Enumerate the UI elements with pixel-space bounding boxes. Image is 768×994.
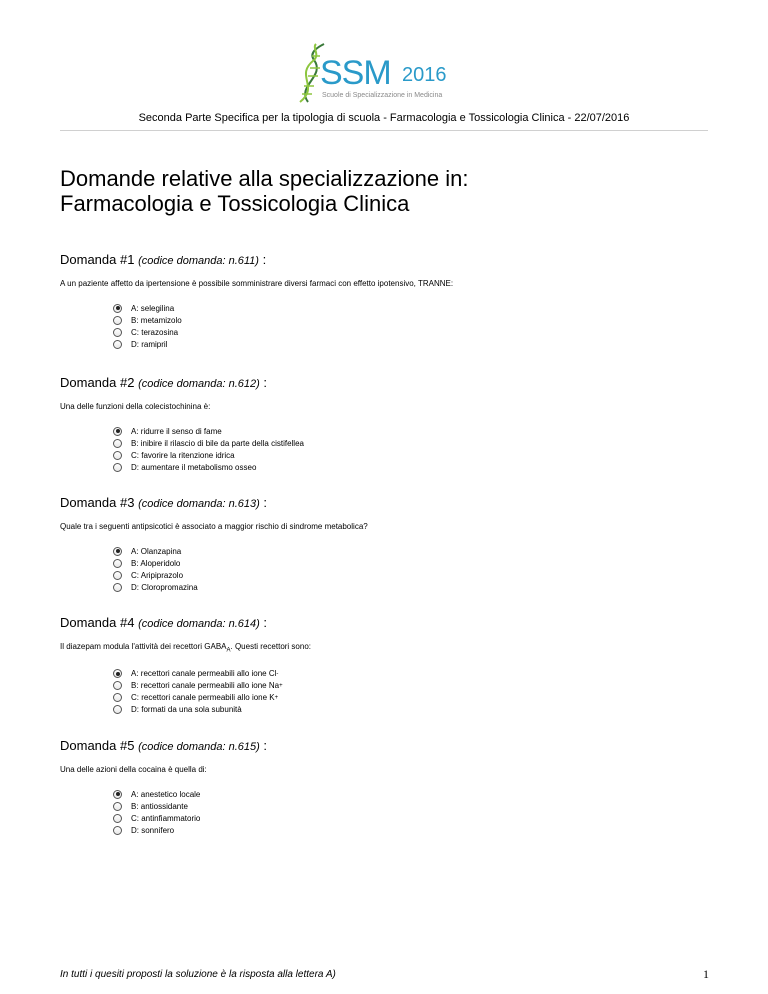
question-2 <box>60 375 720 473</box>
option-label: C: antinfiammatorio <box>131 813 201 823</box>
page-title-line1: Domande relative alla specializzazione in: <box>60 166 469 191</box>
question-label: Domanda #3 <box>60 495 135 510</box>
radio-icon[interactable] <box>113 559 122 568</box>
option-c[interactable] <box>113 569 720 581</box>
option-d[interactable] <box>113 461 720 473</box>
option-a[interactable] <box>113 545 720 557</box>
question-separator: : <box>263 738 268 753</box>
radio-icon[interactable] <box>113 328 122 337</box>
question-label: Domanda #1 <box>60 252 135 267</box>
question-1 <box>60 252 720 350</box>
radio-icon[interactable] <box>113 705 122 714</box>
option-label: D: ramipril <box>131 339 168 349</box>
question-heading <box>60 375 720 390</box>
option-label: A: selegilina <box>131 303 175 313</box>
page-title <box>60 166 468 216</box>
radio-checked-icon[interactable] <box>113 669 122 678</box>
option-label: C: recettori canale permeabili allo ione K <box>131 693 275 703</box>
question-label: Domanda #2 <box>60 375 135 390</box>
radio-icon[interactable] <box>113 571 122 580</box>
option-d[interactable] <box>113 704 720 716</box>
question-text-post: . Questi recettori sono: <box>230 642 311 651</box>
radio-icon[interactable] <box>113 463 122 472</box>
radio-icon[interactable] <box>113 814 122 823</box>
option-c[interactable] <box>113 326 720 338</box>
question-separator: : <box>263 615 268 630</box>
answer-options <box>113 302 720 350</box>
option-a[interactable] <box>113 788 720 800</box>
question-code: (codice domanda: n.611) <box>138 255 259 267</box>
option-label: A: ridurre il senso di fame <box>131 426 222 436</box>
option-a[interactable] <box>113 302 720 314</box>
option-a[interactable] <box>113 425 720 437</box>
option-d[interactable] <box>113 824 720 836</box>
question-text: Una delle funzioni della colecistochinina è: <box>60 402 211 411</box>
radio-icon[interactable] <box>113 316 122 325</box>
question-separator: : <box>263 495 268 510</box>
question-heading <box>60 615 720 630</box>
option-b[interactable] <box>113 680 720 692</box>
option-label: D: formati da una sola subunità <box>131 705 242 715</box>
option-label: D: aumentare il metabolismo osseo <box>131 462 257 472</box>
logo-subtitle: Scuole di Specializzazione in Medicina <box>322 92 443 99</box>
radio-checked-icon[interactable] <box>113 304 122 313</box>
question-5 <box>60 738 720 836</box>
question-label: Domanda #5 <box>60 738 135 753</box>
question-code: (codice domanda: n.612) <box>138 378 260 390</box>
radio-icon[interactable] <box>113 681 122 690</box>
question-4 <box>60 615 720 716</box>
radio-icon[interactable] <box>113 826 122 835</box>
question-heading <box>60 738 720 753</box>
option-b[interactable] <box>113 800 720 812</box>
page-number: 1 <box>703 967 709 981</box>
question-code: (codice domanda: n.614) <box>138 618 260 630</box>
page-header: Seconda Parte Specifica per la tipologia di scuola - Farmacologia e Tossicologia Clinica - 22/07/2016 <box>138 112 630 124</box>
option-label: C: Aripiprazolo <box>131 570 184 580</box>
ssm-logo <box>290 40 490 110</box>
option-b[interactable] <box>113 437 720 449</box>
question-text: A un paziente affetto da ipertensione è possibile somministrare diversi farmaci con effetto ipotensivo, TRANNE: <box>60 279 454 288</box>
radio-icon[interactable] <box>113 439 122 448</box>
option-label: A: Olanzapina <box>131 546 182 556</box>
option-sup: + <box>279 682 283 689</box>
radio-icon[interactable] <box>113 340 122 349</box>
option-d[interactable] <box>113 338 720 350</box>
radio-checked-icon[interactable] <box>113 547 122 556</box>
question-label: Domanda #4 <box>60 615 135 630</box>
option-label: A: recettori canale permeabili allo ione Cl <box>131 669 277 679</box>
option-c[interactable] <box>113 812 720 824</box>
question-separator: : <box>263 375 268 390</box>
radio-checked-icon[interactable] <box>113 427 122 436</box>
question-text-pre: Il diazepam modula l'attività dei recettori GABA <box>60 642 227 651</box>
question-code: (codice domanda: n.615) <box>138 741 260 753</box>
question-text: Quale tra i seguenti antipsicotici è associato a maggior rischio di sindrome metabolica? <box>60 522 368 531</box>
option-label: C: terazosina <box>131 327 179 337</box>
question-text <box>60 642 720 654</box>
radio-icon[interactable] <box>113 693 122 702</box>
footer-note: In tutti i quesiti proposti la soluzione è la risposta alla lettera A) <box>60 969 336 980</box>
option-label: B: inibire il rilascio di bile da parte della cistifellea <box>131 438 304 448</box>
radio-checked-icon[interactable] <box>113 790 122 799</box>
option-c[interactable] <box>113 692 720 704</box>
radio-icon[interactable] <box>113 583 122 592</box>
option-c[interactable] <box>113 449 720 461</box>
question-text-sub: A <box>226 647 231 654</box>
header-divider <box>60 130 708 131</box>
option-label: B: metamizolo <box>131 315 182 325</box>
option-label: B: antiossidante <box>131 801 188 811</box>
question-heading <box>60 495 720 510</box>
answer-options <box>113 788 720 836</box>
answer-options <box>113 668 720 716</box>
logo-year: 2016 <box>402 64 447 86</box>
question-heading <box>60 252 720 267</box>
option-sup: + <box>274 694 279 701</box>
option-label: A: anestetico locale <box>131 789 201 799</box>
option-label: B: Aloperidolo <box>131 558 181 568</box>
question-separator: : <box>262 252 267 267</box>
radio-icon[interactable] <box>113 451 122 460</box>
question-code: (codice domanda: n.613) <box>138 498 260 510</box>
option-b[interactable] <box>113 314 720 326</box>
question-text: Una delle azioni della cocaina è quella di: <box>60 765 207 774</box>
option-sup: - <box>276 670 279 677</box>
option-label: D: Cloropromazina <box>131 582 198 592</box>
option-label: D: sonnifero <box>131 825 175 835</box>
logo-brand: SSM <box>320 54 391 92</box>
option-d[interactable] <box>113 581 720 593</box>
answer-options <box>113 425 720 473</box>
option-a[interactable] <box>113 668 720 680</box>
option-label: C: favorire la ritenzione idrica <box>131 450 235 460</box>
question-3 <box>60 495 720 593</box>
radio-icon[interactable] <box>113 802 122 811</box>
answer-options <box>113 545 720 593</box>
option-b[interactable] <box>113 557 720 569</box>
option-label: B: recettori canale permeabili allo ione Na <box>131 681 280 691</box>
page-title-line2: Farmacologia e Tossicologia Clinica <box>60 191 410 216</box>
